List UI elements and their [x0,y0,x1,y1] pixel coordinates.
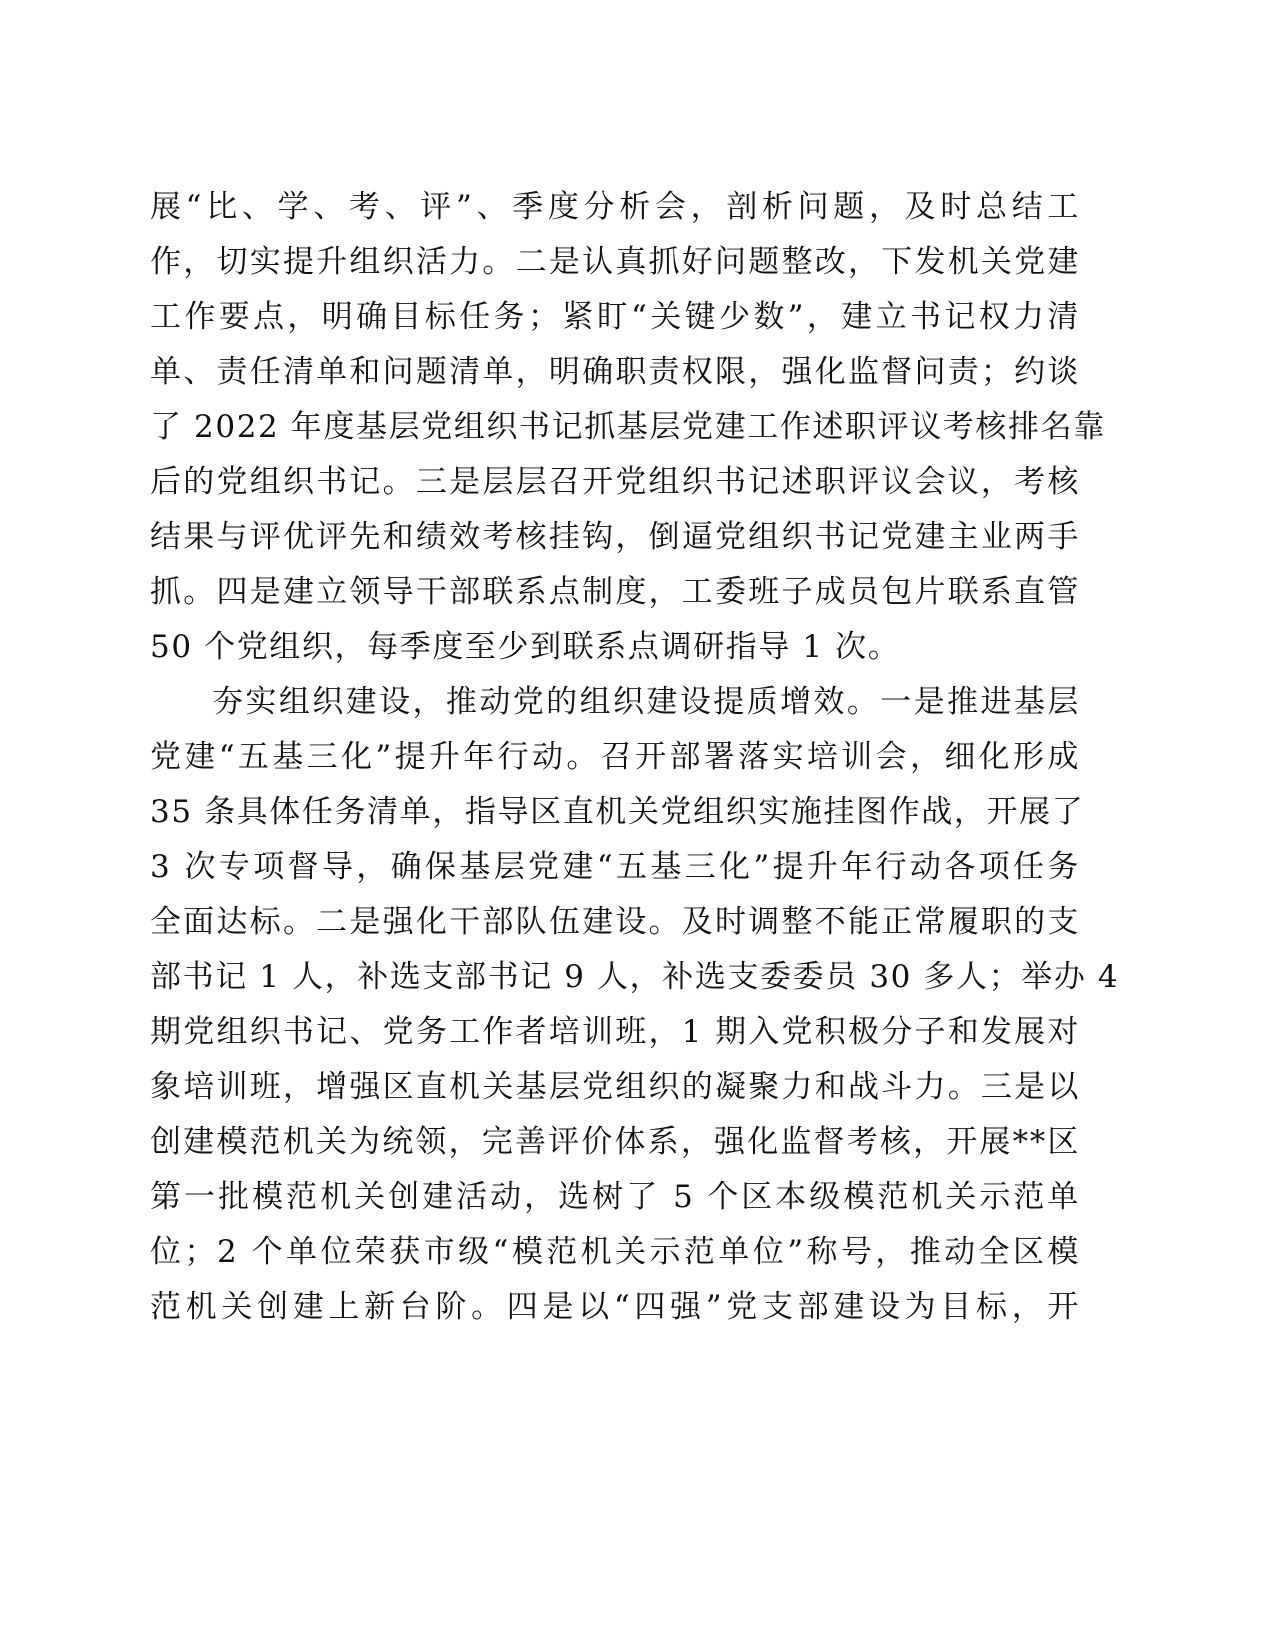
text-line: 第一批模范机关创建活动，选树了 5 个区本级模范机关示范单 [150,1179,1080,1215]
body-text [150,180,1120,1335]
text-line: 范机关创建上新台阶。四是以“四强”党支部建设为目标，开 [150,1289,1080,1325]
text-line: 全面达标。二是强化干部队伍建设。及时调整不能正常履职的支 [150,904,1080,940]
text-line: 35 条具体任务清单，指导区直机关党组织实施挂图作战，开展了 [150,794,1085,830]
text-line: 50 个党组织，每季度至少到联系点调研指导 1 次。 [150,629,901,665]
text-line: 工作要点，明确目标任务；紧盯“关键少数”，建立书记权力清 [150,299,1080,335]
text-line: 创建模范机关为统领，完善评价体系，强化监督考核，开展**区 [150,1124,1080,1160]
text-line: 结果与评优评先和绩效考核挂钩，倒逼党组织书记党建主业两手 [150,519,1080,555]
text-line: 部书记 1 人，补选支部书记 9 人，补选支委委员 30 多人；举办 4 [150,959,1120,995]
text-line: 位；2 个单位荣获市级“模范机关示范单位”称号，推动全区模 [150,1234,1080,1270]
text-line: 抓。四是建立领导干部联系点制度，工委班子成员包片联系直管 [150,574,1080,610]
paragraph-first-line: 夯实组织建设，推动党的组织建设提质增效。一是推进基层 [212,684,1080,720]
text-line: 3 次专项督导，确保基层党建“五基三化”提升年行动各项任务 [150,849,1080,885]
text-line: 作，切实提升组织活力。二是认真抓好问题整改，下发机关党建 [150,244,1080,280]
text-line: 单、责任清单和问题清单，明确职责权限，强化监督问责；约谈 [150,354,1080,390]
text-line: 象培训班，增强区直机关基层党组织的凝聚力和战斗力。三是以 [150,1069,1080,1105]
text-line: 期党组织书记、党务工作者培训班，1 期入党积极分子和发展对 [150,1014,1080,1050]
text-line: 展“比、学、考、评”、季度分析会，剖析问题，及时总结工 [150,189,1080,225]
text-line: 后的党组织书记。三是层层召开党组织书记述职评议会议，考核 [150,464,1080,500]
text-line: 了 2022 年度基层党组织书记抓基层党建工作述职评议考核排名靠 [150,409,1106,445]
text-line: 党建“五基三化”提升年行动。召开部署落实培训会，细化形成 [150,739,1080,775]
